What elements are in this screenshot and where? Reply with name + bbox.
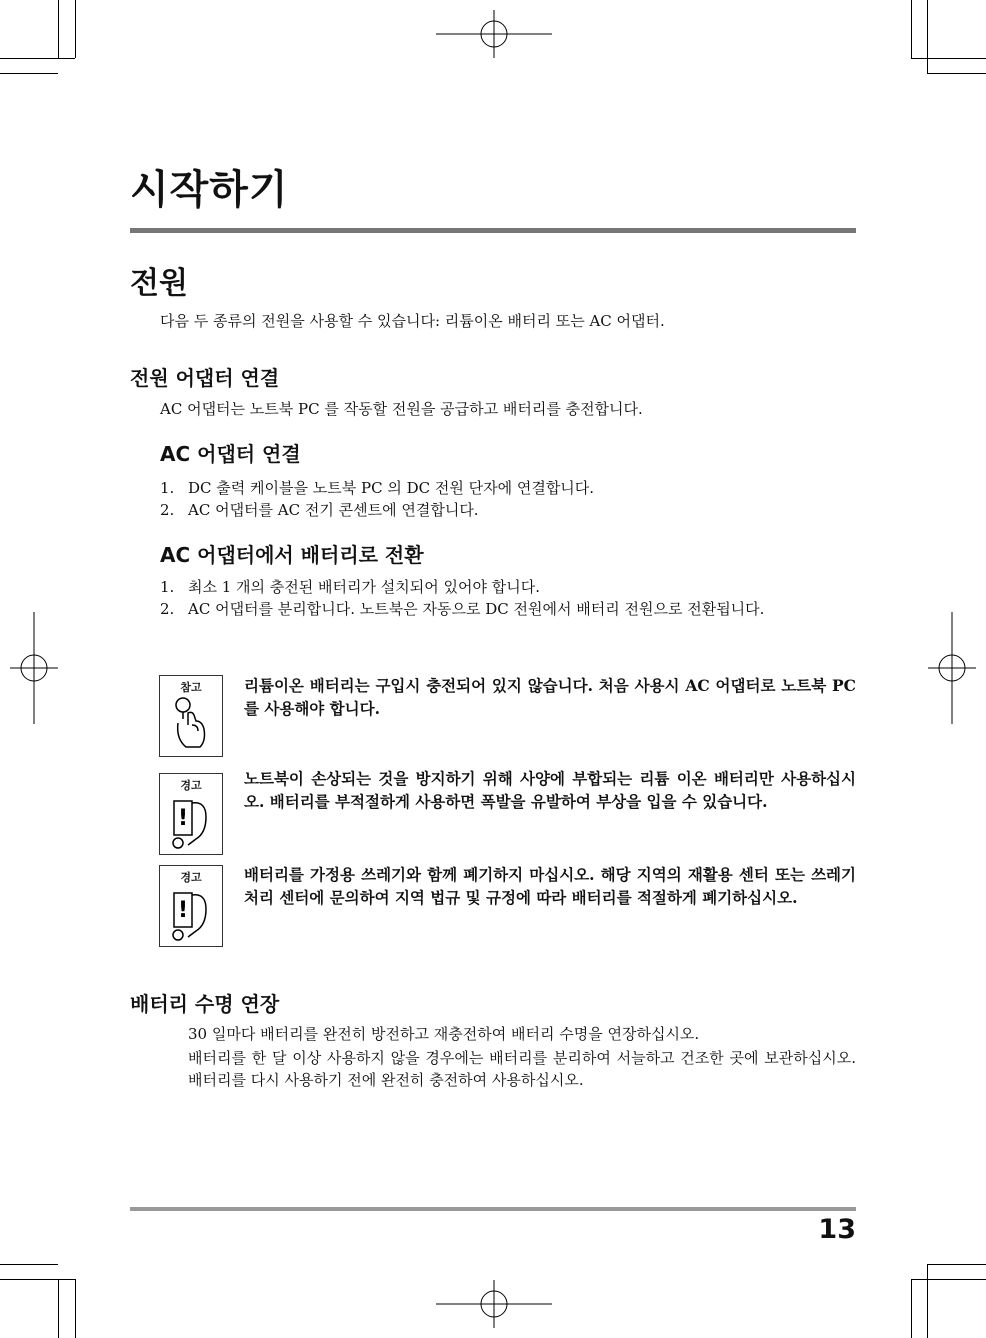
step-number: 1. — [160, 578, 175, 596]
list-item — [160, 477, 856, 499]
warning-icon — [159, 773, 223, 855]
adapter-heading: 전원 어댑터 연결 — [130, 366, 280, 390]
warning-text: 노트북이 손상되는 것을 방지하기 위해 사양에 부합되는 리튬 이온 배터리만 사용하십시오. 배터리를 부적절하게 사용하면 폭발을 유발하여 부상을 입을 수 있습니다. — [244, 769, 856, 811]
crop-mark — [0, 73, 58, 74]
title-divider — [130, 228, 856, 233]
step-number: 2. — [160, 600, 175, 618]
battery-life-line2: 배터리를 한 달 이상 사용하지 않을 경우에는 배터리를 분리하여 서늘하고 건조한 곳에 보관하십시오. 배터리를 다시 사용하기 전에 완전히 충전하여 사용하십시오. — [188, 1049, 856, 1089]
crop-mark — [911, 58, 986, 59]
step-text: AC 어댑터를 AC 전기 콘센트에 연결합니다. — [188, 501, 479, 519]
list-item — [160, 598, 856, 620]
switch-heading: AC 어댑터에서 배터리로 전환 — [160, 543, 424, 567]
crop-mark — [911, 1279, 912, 1338]
step-text: 최소 1 개의 충전된 배터리가 설치되어 있어야 합니다. — [188, 578, 540, 596]
battery-life-heading: 배터리 수명 연장 — [130, 992, 280, 1016]
note-text: 리튬이온 배터리는 구입시 충전되어 있지 않습니다. 처음 사용시 AC 어댑터로 노트북 PC 를 사용해야 합니다. — [244, 676, 856, 718]
crop-mark — [58, 0, 59, 58]
crop-mark — [0, 1264, 58, 1265]
crop-mark — [927, 1264, 928, 1338]
registration-mark-top — [436, 10, 552, 58]
registration-mark-left — [10, 612, 58, 724]
page-title: 시작하기 — [130, 167, 289, 213]
exclamation-icon — [166, 793, 216, 853]
warning-label: 경고 — [180, 871, 202, 884]
connect-steps — [160, 477, 856, 521]
list-item — [160, 499, 856, 521]
registration-mark-right — [928, 612, 976, 724]
crop-mark — [927, 73, 986, 74]
crop-mark — [927, 1264, 986, 1265]
crop-mark — [75, 0, 76, 58]
svg-text:!: ! — [177, 806, 189, 831]
battery-life-line1: 30 일마다 배터리를 완전히 방전하고 재충전하여 배터리 수명을 연장하십시오. — [188, 1025, 700, 1043]
page-number: 13 — [818, 1214, 856, 1245]
section-intro: 다음 두 종류의 전원을 사용할 수 있습니다: 리튬이온 배터리 또는 AC 어댑터. — [160, 312, 665, 330]
switch-steps — [160, 576, 856, 620]
list-item — [160, 576, 856, 598]
warning-label: 경고 — [180, 779, 202, 792]
crop-mark — [927, 0, 928, 73]
crop-mark — [58, 1279, 59, 1338]
crop-mark — [75, 1279, 76, 1338]
step-text: AC 어댑터를 분리합니다. 노트북은 자동으로 DC 전원에서 배터리 전원으로 전환됩니다. — [188, 600, 765, 618]
step-text: DC 출력 케이블을 노트북 PC 의 DC 전원 단자에 연결합니다. — [188, 479, 595, 497]
warning-icon — [159, 865, 223, 947]
step-number: 2. — [160, 501, 175, 519]
crop-mark — [0, 1279, 75, 1280]
step-number: 1. — [160, 479, 175, 497]
crop-mark — [0, 58, 75, 59]
warning-text: 배터리를 가정용 쓰레기와 함께 폐기하지 마십시오. 해당 지역의 재활용 센터 또는 쓰레기 처리 센터에 문의하여 지역 법규 및 규정에 따라 배터리를 적절하게 폐기하십시오. — [244, 865, 856, 907]
exclamation-icon — [166, 885, 216, 945]
svg-text:!: ! — [177, 898, 189, 923]
crop-mark — [911, 1279, 986, 1280]
crop-mark — [911, 0, 912, 58]
adapter-text: AC 어댑터는 노트북 PC 를 작동할 전원을 공급하고 배터리를 충전합니다. — [160, 400, 643, 418]
section-heading: 전원 — [130, 266, 188, 301]
hand-pointing-icon — [166, 695, 216, 755]
note-icon — [159, 675, 223, 757]
footer-divider — [130, 1207, 856, 1211]
note-label: 참고 — [180, 681, 202, 694]
connect-heading: AC 어댑터 연결 — [160, 442, 301, 466]
registration-mark-bottom — [436, 1280, 552, 1328]
